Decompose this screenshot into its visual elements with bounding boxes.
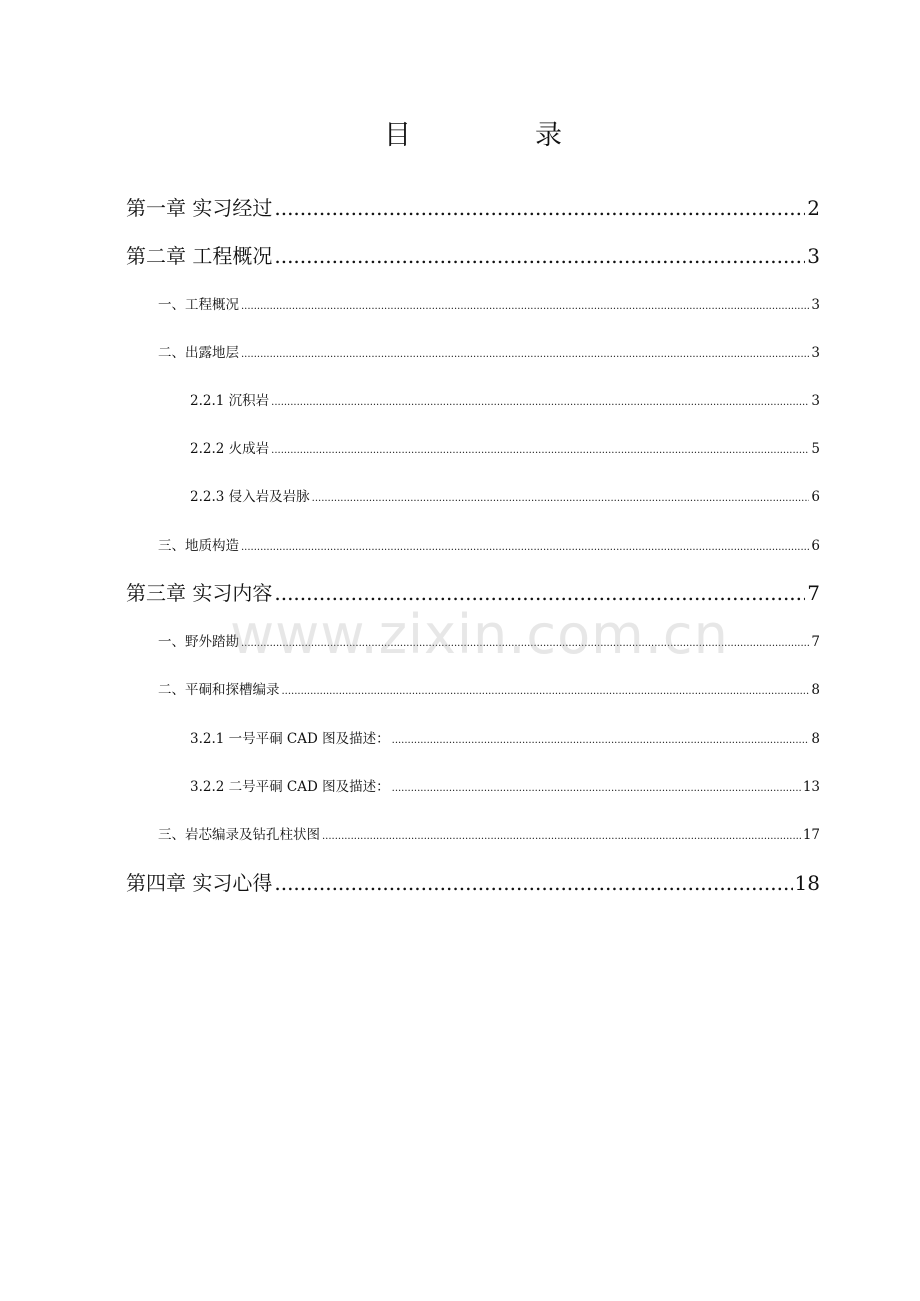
toc-page-number: 8 — [811, 731, 820, 747]
toc-dot-leader — [271, 440, 809, 462]
toc-page-number: 2 — [807, 196, 820, 220]
toc-entry-label: 3.2.1 一号平硐 CAD 图及描述： — [190, 731, 390, 747]
toc-entry-3-2-1[interactable] — [190, 728, 820, 750]
toc-entry-label: 2.2.1 沉积岩 — [190, 393, 270, 409]
toc-page-number: 8 — [811, 682, 820, 698]
toc-entry-label: 三、地质构造 — [158, 538, 239, 554]
toc-page-number: 17 — [802, 827, 820, 843]
toc-dot-leader — [312, 488, 810, 510]
toc-page-number: 18 — [794, 871, 820, 895]
toc-entry-label: 第二章 工程概况 — [126, 244, 273, 268]
toc-page-number: 7 — [811, 634, 820, 650]
toc-page-number: 6 — [811, 489, 820, 505]
toc-entry-label: 一、工程概况 — [158, 297, 239, 313]
toc-dot-leader — [392, 730, 810, 752]
toc-entry-chapter-2[interactable] — [126, 241, 820, 271]
toc-dot-leader — [274, 868, 792, 898]
toc-entry-3-1[interactable] — [158, 631, 820, 653]
toc-dot-leader — [282, 681, 810, 703]
toc-entry-label: 一、野外踏勘 — [158, 634, 239, 650]
toc-entry-label: 3.2.2 二号平硐 CAD 图及描述： — [190, 779, 390, 795]
toc-entry-3-2-2[interactable] — [190, 776, 820, 798]
toc-entry-2-1[interactable] — [158, 294, 820, 316]
toc-entry-chapter-4[interactable] — [126, 868, 820, 898]
toc-entry-label: 2.2.2 火成岩 — [190, 441, 270, 457]
toc-entry-3-3[interactable] — [158, 824, 820, 846]
toc-title-char-2: 录 — [535, 120, 562, 151]
toc-dot-leader — [241, 296, 809, 318]
toc-entry-chapter-1[interactable] — [126, 193, 820, 223]
toc-entry-label: 第三章 实习内容 — [126, 581, 273, 605]
toc-dot-leader — [271, 392, 809, 414]
toc-page-number: 3 — [811, 297, 820, 313]
toc-entry-label: 二、出露地层 — [158, 345, 239, 361]
toc-page-number: 7 — [807, 581, 820, 605]
toc-page-number: 3 — [811, 345, 820, 361]
toc-entry-2-3[interactable] — [158, 535, 820, 557]
toc-entry-label: 第四章 实习心得 — [126, 871, 273, 895]
toc-dot-leader — [322, 826, 801, 848]
toc-dot-leader — [241, 633, 809, 655]
toc-dot-leader — [392, 778, 801, 800]
toc-dot-leader — [274, 193, 805, 223]
toc-page-number: 3 — [811, 393, 820, 409]
toc-page-number: 3 — [807, 244, 820, 268]
toc-entry-3-2[interactable] — [158, 679, 820, 701]
toc-entry-2-2-2[interactable] — [190, 438, 820, 460]
toc-page-number: 6 — [811, 538, 820, 554]
toc-dot-leader — [274, 578, 805, 608]
watermark-text: www.zixin.com.cn — [230, 603, 729, 666]
toc-entry-label: 三、岩芯编录及钻孔柱状图 — [158, 827, 320, 843]
toc-entry-label: 二、平硐和探槽编录 — [158, 682, 280, 698]
toc-entry-label: 第一章 实习经过 — [126, 196, 273, 220]
toc-page-number: 13 — [802, 779, 820, 795]
toc-entry-2-2-3[interactable] — [190, 486, 820, 508]
toc-title-char-1: 目 — [384, 120, 411, 151]
toc-dot-leader — [241, 344, 809, 366]
toc-entry-chapter-3[interactable] — [126, 578, 820, 608]
toc-page-number: 5 — [811, 441, 820, 457]
toc-entry-2-2[interactable] — [158, 342, 820, 364]
toc-entry-label: 2.2.3 侵入岩及岩脉 — [190, 489, 310, 505]
toc-dot-leader — [274, 241, 805, 271]
toc-dot-leader — [241, 537, 809, 559]
toc-entry-2-2-1[interactable] — [190, 390, 820, 412]
